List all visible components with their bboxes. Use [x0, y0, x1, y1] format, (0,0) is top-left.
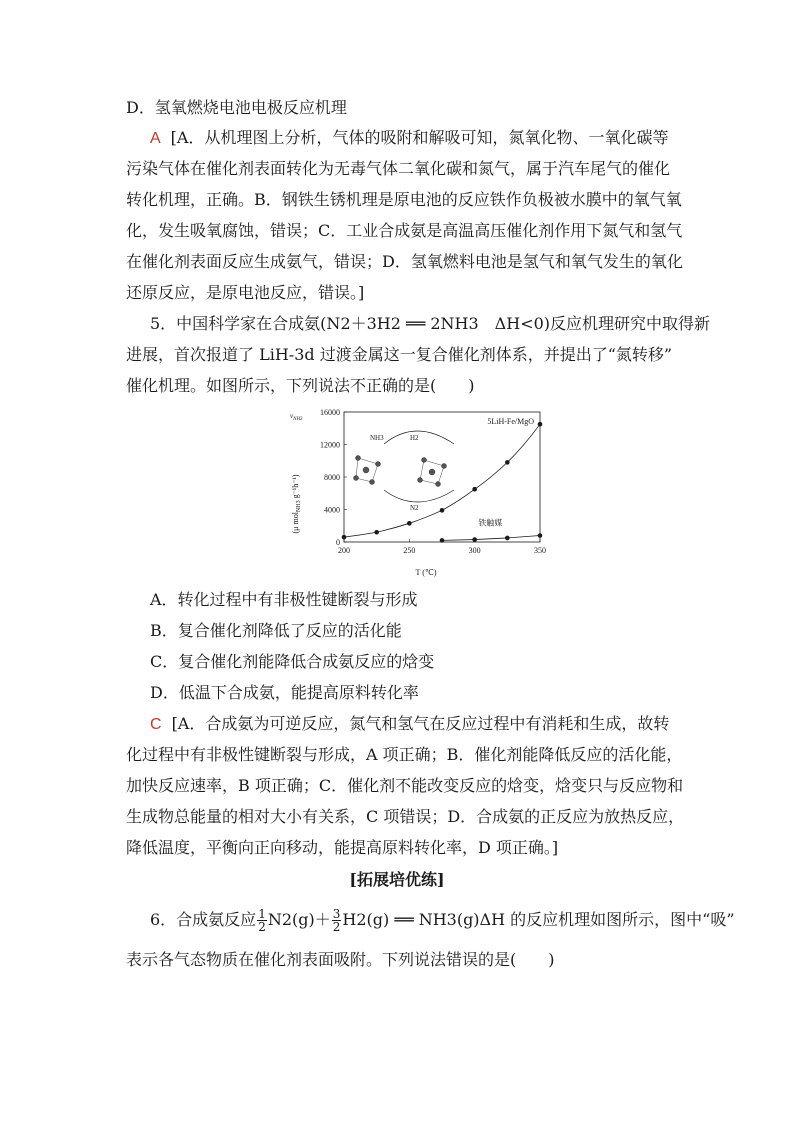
x-axis-title: T (℃): [415, 568, 437, 577]
q5-explain-line-4: 生成物总能量的相对大小有关系，C 项错误；D．合成氨的正反应为放热反应，: [126, 807, 685, 826]
q5-explain-line-1: C [A．合成氨为可逆反应，氮气和氢气在反应过程中有消耗和生成，故转: [150, 714, 670, 733]
y-tick-label: 0: [336, 538, 340, 547]
y-axis-title: [291, 474, 302, 533]
catalyst-cluster-icon: [354, 456, 381, 485]
q5-stem-line-2: 进展，首次报道了 LiH-3d 过渡金属这一复合催化剂体系，并提出了“氮转移”: [126, 345, 673, 364]
fraction-one-half: $\frac{1}{2}$: [258, 907, 266, 934]
prev-option-d: D．氢氧燃烧电池电极反应机理: [126, 98, 347, 117]
q4-answer-letter: A: [150, 130, 161, 147]
legend-box-label: 5LiH-Fe/MgO: [487, 417, 534, 426]
q4-explain-line-5: 在催化剂表面反应生成氨气，错误；D．氢氧燃料电池是氢气和氧气发生的氧化: [126, 252, 683, 271]
data-point-iron: [440, 538, 445, 543]
data-point-composite: [472, 487, 477, 492]
y-tick-label: 8000: [324, 473, 340, 482]
x-tick-label: 300: [468, 546, 481, 555]
x-tick-label: 350: [534, 546, 546, 555]
nitride-cluster-icon: [418, 458, 447, 487]
x-tick-label: 200: [338, 546, 350, 555]
data-point-composite: [374, 530, 379, 535]
data-point-composite: [342, 535, 347, 540]
q5-stem-line-3: 催化机理。如图所示，下列说法不正确的是( ): [126, 376, 475, 395]
series-label-iron-catalyst: 铁触媒: [478, 518, 503, 528]
data-point-composite: [407, 521, 412, 526]
plot-frame: [344, 412, 540, 542]
q5-explain-line-5: 降低温度，平衡向正向移动，能提高原料转化率，D 项正确。]: [126, 838, 559, 857]
q5-explain-line-2: 化过程中有非极性键断裂与形成，A 项正确；B．催化剂能降低反应的活化能，: [126, 745, 683, 764]
data-point-composite: [505, 460, 510, 465]
inset-label-h2: H2: [410, 434, 419, 442]
fraction-three-halves: $\frac{3}{2}$: [332, 907, 341, 934]
inset-label-nh3: NH3: [370, 434, 384, 442]
data-point-iron: [472, 537, 477, 542]
y-tick-label: 12000: [320, 440, 340, 450]
q5-equation: 2＋3H2 ══ 2NH3 ΔH<0: [340, 314, 544, 333]
inset-label-n2: N2: [410, 504, 419, 512]
data-point-composite: [440, 508, 445, 513]
q6-stem-line-1: 6．合成氨反应 $\frac{1}{2}$ N2(g)＋ $\frac{3}{2}$ H2(g) ══ NH3(g)ΔH 的反应机理如图所示，图中“吸”: [150, 907, 735, 934]
q5-option-b: B．复合催化剂降低了反应的活化能: [150, 621, 402, 640]
y-axis-symbol: $v_{NH3}$: [290, 412, 303, 422]
q5-stem-line-1: 5．中国科学家在合成氨(N2＋3H2 ══ 2NH3 ΔH<0)反应机理研究中取得新: [150, 314, 711, 333]
q5-option-d: D．低温下合成氨，能提高原料转化率: [150, 683, 419, 702]
q5-option-c: C．复合催化剂能降低合成氨反应的焓变: [150, 652, 435, 671]
mechanism-inset: [354, 431, 455, 512]
svg-text:(μ molNH3 g⁻¹h⁻¹): (μ mol$_{NH3}$ g⁻¹h⁻¹): [291, 474, 302, 534]
rate-vs-temperature-chart: [286, 404, 548, 584]
data-point-iron: [538, 533, 543, 538]
q5-option-a: A．转化过程中有非极性键断裂与形成: [150, 590, 418, 609]
data-point-composite: [538, 422, 543, 427]
y-tick-label: 16000: [320, 408, 340, 417]
q5-explain-line-3: 加快反应速率，B 项正确；C．催化剂不能改变反应的焓变，焓变只与反应物和: [126, 776, 684, 795]
q6-stem-line-2: 表示各气态物质在催化剂表面吸附。下列说法错误的是( ): [126, 950, 555, 969]
q4-explain-line-2: 污染气体在催化剂表面转化为无毒气体二氧化碳和氮气，属于汽车尾气的催化: [126, 159, 671, 178]
section-title: [拓展培优练]: [349, 870, 445, 889]
data-point-iron: [505, 536, 510, 541]
q4-explain-line-1: A [A．从机理图上分析，气体的吸附和解吸可知，氮氧化物、一氧化碳等: [150, 128, 669, 147]
q4-explain-line-6: 还原反应，是原电池反应，错误。]: [126, 283, 365, 302]
x-tick-label: 250: [403, 546, 416, 555]
q4-explain-line-4: 化，发生吸氧腐蚀，错误；C．工业合成氨是高温高压催化剂作用下氮气和氢气: [126, 221, 683, 240]
y-tick-label: 4000: [324, 505, 340, 515]
q5-answer-letter: C: [150, 716, 162, 733]
series-line-iron: [442, 536, 540, 541]
q4-explain-line-3: 转化机理，正确。B．钢铁生锈机理是原电池的反应铁作负极被水膜中的氧气氧: [126, 190, 682, 209]
